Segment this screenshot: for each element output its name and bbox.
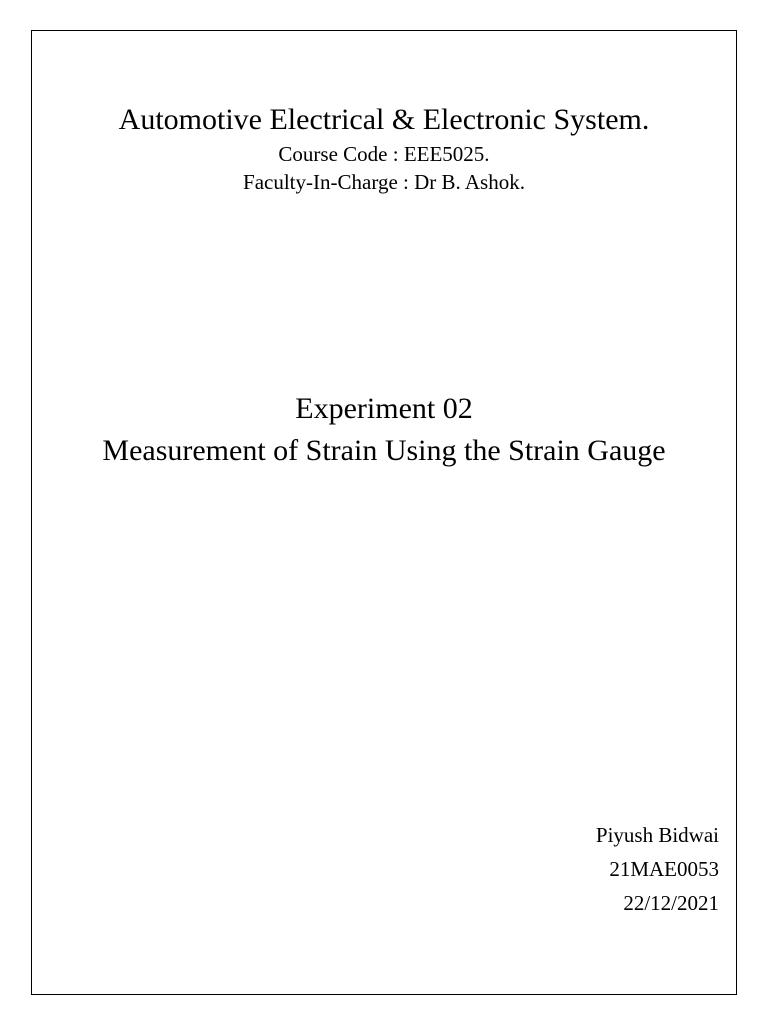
course-header [0, 100, 768, 196]
course-code: Course Code : EEE5025. [278, 142, 490, 166]
submission-date: 22/12/2021 [623, 891, 719, 915]
experiment-title: Measurement of Strain Using the Strain Gauge [102, 434, 666, 467]
author-info [596, 818, 719, 920]
author-name: Piyush Bidwai [595, 823, 719, 847]
experiment-heading [0, 388, 768, 472]
registration-number: 21MAE0053 [609, 857, 719, 881]
experiment-number: Experiment 02 [295, 392, 473, 425]
course-title: Automotive Electrical & Electronic System. [118, 103, 650, 136]
faculty-in-charge: Faculty-In-Charge : Dr B. Ashok. [243, 170, 525, 194]
